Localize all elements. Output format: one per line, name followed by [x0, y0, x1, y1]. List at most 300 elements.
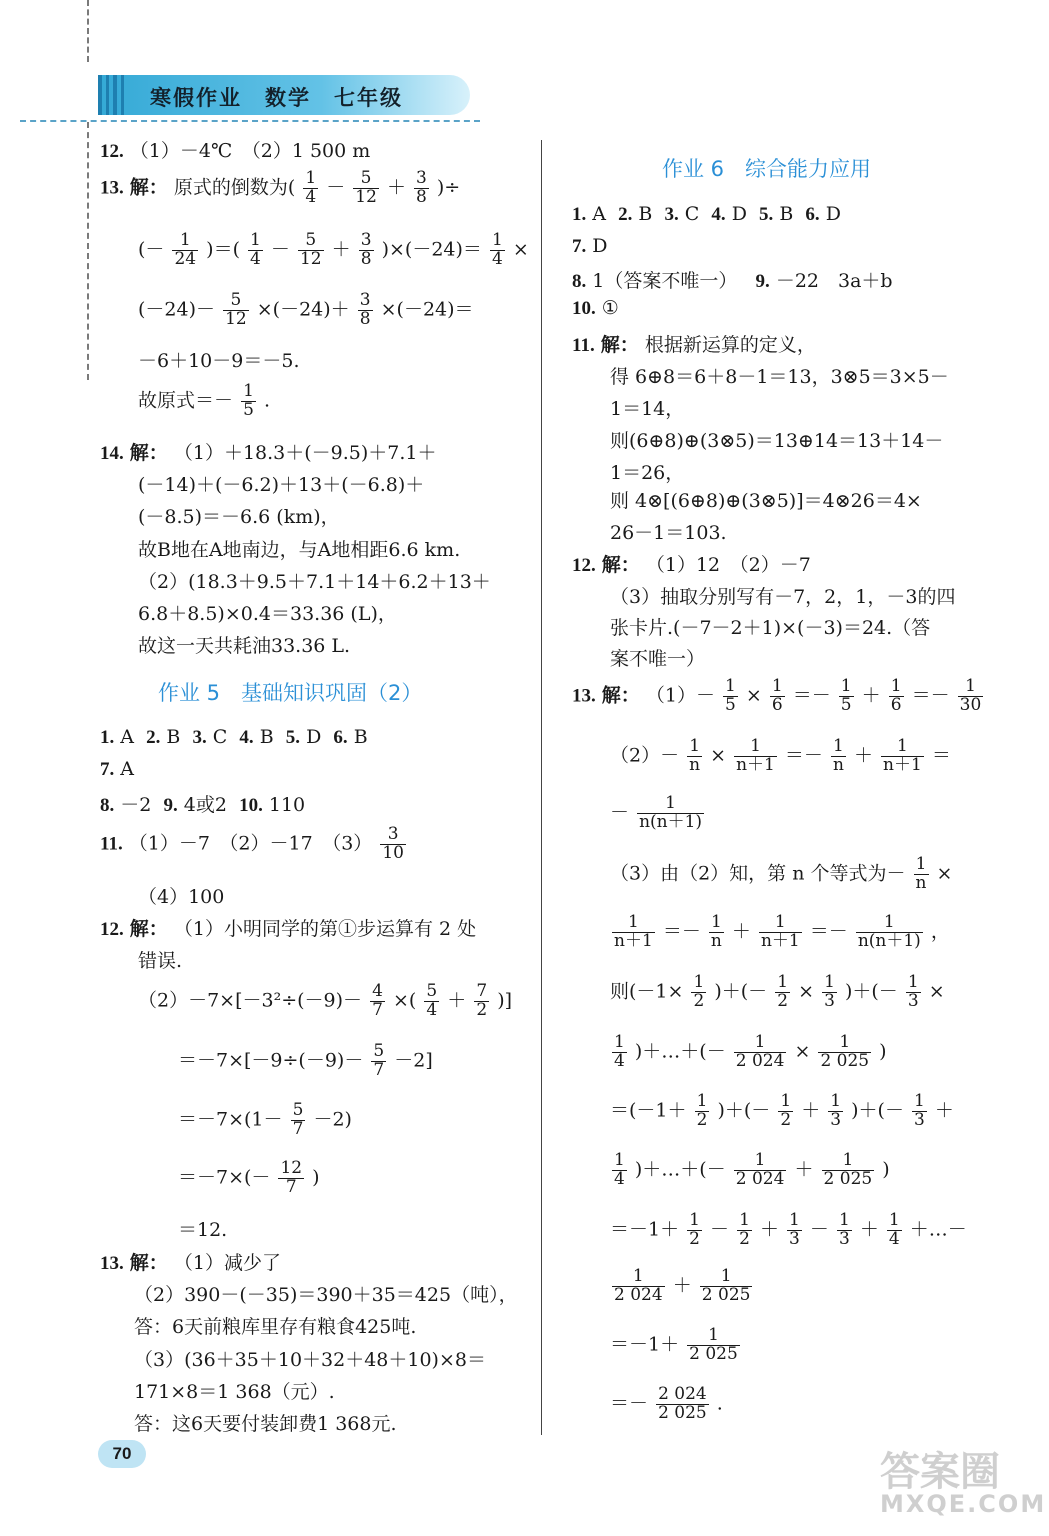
text: （2）－ — [610, 744, 680, 767]
fraction — [709, 914, 724, 951]
denominator: 5 — [243, 399, 254, 420]
left-q13-line4: －6＋10－9＝－5. — [138, 350, 300, 372]
s6-q13-line10 — [610, 1212, 967, 1249]
fraction — [734, 738, 777, 775]
q-number: 12. — [572, 555, 596, 576]
answer-text: B — [259, 726, 274, 748]
fraction — [291, 1102, 306, 1139]
watermark-url: MXQE.COM — [880, 1490, 1047, 1518]
fraction — [241, 383, 256, 420]
fraction — [298, 232, 324, 269]
text: )÷ — [436, 176, 461, 199]
fraction — [912, 1093, 927, 1130]
denominator: 2 025 — [689, 1343, 738, 1364]
fraction — [353, 170, 379, 207]
left-q13-line1 — [100, 170, 460, 207]
answer-text: D — [592, 235, 608, 257]
text: ＋ — [331, 238, 351, 261]
q-number: 5. — [285, 727, 301, 748]
text: ) — [882, 1158, 890, 1181]
s5-mc-row2 — [100, 758, 134, 781]
numerator: 1 — [491, 230, 503, 250]
text: （1）＋18.3＋(－9.5)＋7.1＋ — [173, 442, 437, 464]
denominator: 2 024 — [614, 1284, 663, 1305]
fraction — [887, 1212, 902, 1249]
text: . — [716, 1392, 723, 1415]
answer-text: （1）－4℃ （2）1 500 m — [129, 140, 371, 162]
q-number: 11. — [572, 335, 595, 356]
numerator: 1 — [840, 676, 852, 696]
numerator: 1 — [830, 1091, 842, 1111]
s5-q12-line4 — [178, 1043, 433, 1080]
numerator: 5 — [373, 1041, 385, 1061]
q-number: 8. — [572, 271, 587, 292]
denominator: 2 — [739, 1228, 750, 1249]
s6-q13-line9 — [610, 1152, 890, 1189]
denominator: n＋1 — [760, 930, 800, 951]
numerator: 1 — [739, 1210, 750, 1230]
denominator: 8 — [360, 248, 372, 269]
solution-label: 解： — [600, 334, 639, 356]
fraction — [906, 974, 921, 1011]
denominator: 3 — [914, 1109, 925, 1130]
q-number: 2. — [618, 204, 633, 225]
text: － — [710, 1218, 730, 1241]
s6-q11-line6: 则 4⊗[(6⊕8)⊕(3⊗5)]＝4⊗26＝4× — [610, 490, 922, 512]
numerator: 1 — [689, 736, 701, 756]
denominator: 12 — [355, 186, 377, 207]
fraction — [723, 678, 738, 715]
numerator: 1 — [305, 168, 317, 188]
fraction — [359, 232, 374, 269]
denominator: 6 — [890, 694, 902, 715]
text: )×(－24)＝ — [381, 238, 482, 261]
denominator: 3 — [838, 1228, 850, 1249]
numerator: 2 024 — [658, 1384, 707, 1404]
fraction — [889, 678, 904, 715]
text: )＋…＋(－ — [634, 1158, 726, 1181]
text: )＋(－ — [844, 980, 898, 1003]
q-number: 7. — [572, 236, 587, 257]
fraction — [734, 1152, 787, 1189]
denominator: 5 — [840, 694, 852, 715]
denominator: 2 — [777, 990, 789, 1011]
text: × — [798, 980, 815, 1003]
section-title-6: 作业 6 综合能力应用 — [662, 157, 872, 181]
q-number: 12. — [100, 141, 124, 162]
left-q14-line6: 6.8＋8.5)×0.4＝33.36 (L)， — [138, 603, 397, 625]
text: ＝－1＋ — [610, 1218, 680, 1241]
text: ＋ — [731, 920, 751, 943]
s6-q13-line13 — [610, 1386, 723, 1423]
numerator: 1 — [754, 1150, 766, 1170]
fraction — [822, 1152, 875, 1189]
fraction — [759, 914, 802, 951]
fraction — [248, 232, 263, 269]
fraction — [770, 678, 785, 715]
fraction — [637, 795, 704, 832]
left-q14-line3: (－8.5)＝－6.6 (km)， — [138, 506, 340, 528]
solution-label: 解： — [601, 684, 640, 707]
left-q12 — [100, 136, 370, 163]
fraction — [612, 1152, 627, 1189]
denominator: 4 — [426, 999, 438, 1020]
q-number: 12. — [100, 919, 124, 940]
text: （3）由（2）知，第 n 个等式为－ — [610, 862, 906, 885]
answer-text: 1（答案不唯一） — [592, 270, 738, 292]
numerator: 3 — [416, 168, 427, 188]
denominator: 4 — [491, 248, 503, 269]
s6-q13-line3 — [610, 795, 706, 832]
watermark-logo: 答案圈 — [880, 1449, 1000, 1495]
text: ＝－ — [911, 684, 950, 707]
numerator: 1 — [750, 736, 761, 756]
solution-label: 解： — [129, 918, 168, 940]
q-number: 11. — [100, 833, 123, 855]
numerator: 1 — [833, 736, 844, 756]
denominator: 7 — [372, 999, 383, 1020]
text: ＋…－ — [909, 1218, 967, 1241]
s6-q13-line11 — [610, 1268, 754, 1305]
text: （1）12 （2）－7 — [645, 554, 811, 576]
solution-label: 解： — [129, 442, 168, 464]
denominator: 2 025 — [820, 1050, 870, 1071]
numerator: 1 — [250, 230, 261, 250]
denominator: 4 — [888, 1228, 900, 1249]
answer-text: A — [120, 726, 135, 748]
fraction — [612, 914, 655, 951]
s5-q12-line6 — [178, 1160, 320, 1197]
s6-q13-line12 — [610, 1327, 742, 1364]
text: )＋(－ — [714, 980, 768, 1003]
denominator: 4 — [614, 1050, 625, 1071]
answer-text: B — [166, 726, 181, 748]
s5-q12-line2: 错误. — [138, 950, 183, 972]
numerator: 1 — [839, 1032, 851, 1052]
q-number: 4. — [711, 204, 726, 225]
fraction — [687, 1327, 740, 1364]
numerator: 1 — [897, 736, 908, 756]
answer-text: A — [120, 758, 135, 780]
fraction — [424, 983, 439, 1020]
text: － — [326, 176, 346, 199]
numerator: 1 — [614, 1032, 625, 1052]
s6-q11-line5: 1＝26， — [610, 462, 685, 484]
numerator: 1 — [614, 1150, 625, 1170]
denominator: 2 — [476, 999, 488, 1020]
text: － — [809, 1218, 829, 1241]
text: ＝－ — [792, 684, 831, 707]
text: ＋ — [759, 1218, 779, 1241]
denominator: 2 025 — [823, 1168, 873, 1189]
denominator: 30 — [959, 694, 982, 715]
q-number: 3. — [664, 204, 679, 225]
numerator: 3 — [359, 290, 371, 310]
numerator: 1 — [725, 676, 736, 696]
numerator: 1 — [838, 1210, 850, 1230]
s6-q12-line1 — [572, 550, 811, 577]
q-number: 6. — [333, 727, 348, 748]
q-number: 13. — [572, 685, 596, 707]
solution-label: 解： — [129, 1252, 168, 1274]
numerator: 1 — [883, 912, 895, 932]
q-number: 13. — [100, 1253, 124, 1274]
fraction — [380, 826, 406, 863]
s5-q11-part4: （4）100 — [138, 886, 225, 908]
fraction — [787, 1212, 802, 1249]
s6-q10 — [572, 297, 619, 320]
numerator: 1 — [914, 1091, 925, 1111]
numerator: 1 — [696, 1091, 708, 1111]
q-number: 1. — [100, 727, 115, 748]
s5-fill-row — [100, 790, 305, 817]
fraction — [414, 170, 429, 207]
s5-q13-line5: 171×8＝1 368（元）. — [134, 1381, 335, 1403]
numerator: 1 — [907, 972, 919, 992]
numerator: 1 — [179, 230, 191, 250]
q-number: 5. — [759, 204, 774, 225]
denominator: n＋1 — [736, 754, 775, 775]
binding-line-bottom — [87, 122, 89, 380]
answer-text: D — [825, 203, 841, 225]
q-number: 10. — [239, 795, 263, 816]
s6-q11-line7: 26－1＝103. — [610, 522, 727, 544]
denominator: 2 — [693, 990, 705, 1011]
q-number: 13. — [100, 177, 124, 199]
text: ×(－24)＋ — [256, 298, 350, 321]
denominator: 4 — [250, 248, 261, 269]
denominator: 7 — [373, 1059, 385, 1080]
text: × — [512, 238, 529, 261]
numerator: 1 — [693, 972, 705, 992]
left-q13-line2 — [138, 232, 529, 269]
s5-q12-line3 — [138, 983, 512, 1020]
left-q13-line3 — [138, 292, 474, 329]
s6-q13-line5 — [610, 914, 950, 951]
solution-label: 解： — [129, 176, 168, 199]
fraction — [612, 1034, 627, 1071]
fraction — [778, 1093, 793, 1130]
text: ＋ — [672, 1274, 692, 1297]
numerator: 1 — [774, 912, 786, 932]
denominator: n — [689, 754, 701, 775]
text: － — [610, 801, 630, 824]
text: × — [745, 684, 762, 707]
numerator: 5 — [360, 168, 372, 188]
fraction — [687, 1212, 702, 1249]
header-title: 寒假作业 数学 七年级 — [150, 86, 403, 110]
text: ＋ — [859, 1218, 879, 1241]
s6-q13-line4 — [610, 856, 952, 893]
fraction — [822, 974, 837, 1011]
numerator: 1 — [708, 1325, 719, 1345]
header-stripes — [98, 75, 124, 115]
denominator: 2 025 — [701, 1284, 751, 1305]
text: ＋ — [934, 1099, 954, 1122]
text: ＝(－1＋ — [610, 1099, 687, 1122]
s5-q12-line7: ＝12. — [178, 1219, 228, 1241]
numerator: 1 — [780, 1091, 792, 1111]
s6-mc-row2 — [572, 235, 608, 258]
numerator: 1 — [789, 1210, 800, 1230]
fraction — [734, 1034, 787, 1071]
fraction — [856, 914, 923, 951]
text: ＝－1＋ — [610, 1333, 680, 1356]
denominator: 3 — [824, 990, 835, 1011]
answer-text: －22 3a＋b — [775, 270, 893, 292]
left-q13-line5 — [138, 383, 270, 420]
denominator: 8 — [416, 186, 427, 207]
text: )＝( — [206, 238, 240, 261]
s6-q13-line8 — [610, 1093, 954, 1130]
q-number: 4. — [239, 727, 254, 748]
fraction — [490, 232, 505, 269]
denominator: 10 — [382, 842, 404, 863]
text: 根据新运算的定义， — [644, 334, 816, 356]
fraction — [371, 1043, 386, 1080]
fraction — [687, 738, 702, 775]
numerator: 3 — [360, 230, 372, 250]
fraction — [737, 1212, 752, 1249]
text: 原式的倒数为( — [173, 176, 296, 199]
q-number: 10. — [572, 298, 596, 319]
fraction — [358, 292, 373, 329]
denominator: 4 — [614, 1168, 625, 1189]
numerator: 1 — [710, 912, 722, 932]
denominator: n＋1 — [883, 754, 922, 775]
q-number: 9. — [163, 795, 178, 816]
column-separator — [541, 140, 542, 1435]
s6-q12-line3: 张卡片.(－7－2＋1)×(－3)＝24.（答 — [610, 617, 931, 639]
numerator: 5 — [230, 290, 242, 310]
fraction — [828, 1093, 843, 1130]
text: － — [270, 238, 290, 261]
text: × — [928, 980, 945, 1003]
fraction — [881, 738, 924, 775]
s5-q12-line5 — [178, 1102, 352, 1139]
s6-mc-row1 — [572, 203, 841, 226]
q-number: 7. — [100, 759, 115, 780]
text: ×(－24)＝ — [380, 298, 474, 321]
numerator: 1 — [627, 912, 639, 932]
text: . — [263, 389, 270, 412]
q-number: 2. — [146, 727, 161, 748]
numerator: 1 — [965, 676, 976, 696]
denominator: n — [832, 754, 844, 775]
s5-q13-line3: 答：6天前粮库里存有粮食425吨. — [134, 1316, 417, 1338]
text: ×( — [392, 989, 417, 1012]
numerator: 12 — [280, 1158, 303, 1178]
s6-q12-line4: 案不唯一） — [610, 648, 706, 670]
numerator: 1 — [771, 676, 783, 696]
s5-q13-line1 — [100, 1248, 281, 1275]
fraction — [691, 974, 706, 1011]
text: 故原式＝－ — [138, 389, 234, 412]
denominator: 5 — [725, 694, 736, 715]
text: )] — [497, 989, 513, 1012]
s6-q13-line7 — [610, 1034, 887, 1071]
s6-q12-line2: （3）抽取分别写有－7，2，1，－3的四 — [610, 586, 956, 608]
denominator: n — [915, 872, 927, 893]
denominator: n(n＋1) — [639, 811, 703, 832]
text: ＋ — [801, 1099, 821, 1122]
numerator: 1 — [720, 1266, 732, 1286]
denominator: n＋1 — [614, 930, 653, 951]
denominator: 2 024 — [735, 1050, 785, 1071]
numerator: 3 — [387, 824, 399, 844]
binding-line-top — [87, 0, 89, 62]
fraction — [695, 1093, 710, 1130]
fraction — [700, 1268, 753, 1305]
denominator: 2 024 — [735, 1168, 785, 1189]
left-q14-line4: 故B地在A地南边，与A地相距6.6 km. — [138, 539, 461, 561]
left-q14-line2: (－14)＋(－6.2)＋13＋(－6.8)＋ — [138, 474, 425, 496]
answer-text: C — [684, 203, 700, 225]
text: ＋ — [447, 989, 467, 1012]
answer-text: －2 — [120, 794, 152, 816]
q-number: 8. — [100, 795, 115, 816]
text: ＝－ — [662, 920, 701, 943]
text: ＝－7×(－ — [178, 1166, 271, 1189]
text: ＋ — [794, 1158, 814, 1181]
text: ＝ — [931, 744, 951, 767]
denominator: 3 — [830, 1109, 842, 1130]
q-number: 14. — [100, 443, 124, 464]
numerator: 1 — [888, 1210, 900, 1230]
text: (－ — [138, 238, 165, 261]
text: )＋(－ — [851, 1099, 904, 1122]
section-title-5: 作业 5 基础知识巩固（2） — [158, 681, 423, 705]
numerator: 1 — [754, 1032, 766, 1052]
denominator: 2 — [780, 1109, 792, 1130]
numerator: 1 — [842, 1150, 854, 1170]
fraction — [656, 1386, 709, 1423]
fraction — [818, 1034, 871, 1071]
text: ＝－ — [610, 1392, 649, 1415]
left-q14-line5: （2）(18.3＋9.5＋7.1＋14＋6.2＋13＋ — [138, 571, 491, 593]
text: (－24)－ — [138, 298, 216, 321]
text: × — [710, 744, 727, 767]
s5-q12-line1 — [100, 914, 476, 941]
fraction — [474, 983, 489, 1020]
page-number: 70 — [98, 1440, 146, 1468]
s6-q13-line2 — [610, 738, 951, 775]
numerator: 4 — [372, 981, 383, 1001]
answer-text: B — [638, 203, 653, 225]
s5-mc-row1 — [100, 726, 368, 749]
text: ＋ — [861, 684, 881, 707]
text: （1）小明同学的第①步运算有 2 处 — [173, 918, 477, 940]
denominator: 12 — [225, 308, 247, 329]
fraction — [303, 170, 318, 207]
answer-text: 4或2 — [183, 794, 227, 816]
text: )＋…＋(－ — [634, 1040, 726, 1063]
fraction — [839, 678, 854, 715]
s5-q13-line2: （2）390－(－35)＝390＋35＝425（吨）， — [134, 1284, 518, 1306]
s6-q11-line1 — [572, 330, 816, 357]
denominator: 3 — [907, 990, 919, 1011]
s5-q13-line6: 答：这6天要付装卸费1 368元. — [134, 1413, 397, 1435]
text: × — [794, 1040, 811, 1063]
denominator: 7 — [278, 1178, 304, 1197]
s6-q13-line1 — [572, 678, 985, 715]
denominator: 8 — [359, 308, 371, 329]
text: )＋(－ — [717, 1099, 771, 1122]
fraction — [831, 738, 846, 775]
s5-q11 — [100, 826, 408, 863]
answer-text: ① — [601, 297, 619, 319]
text: －2] — [394, 1049, 433, 1072]
